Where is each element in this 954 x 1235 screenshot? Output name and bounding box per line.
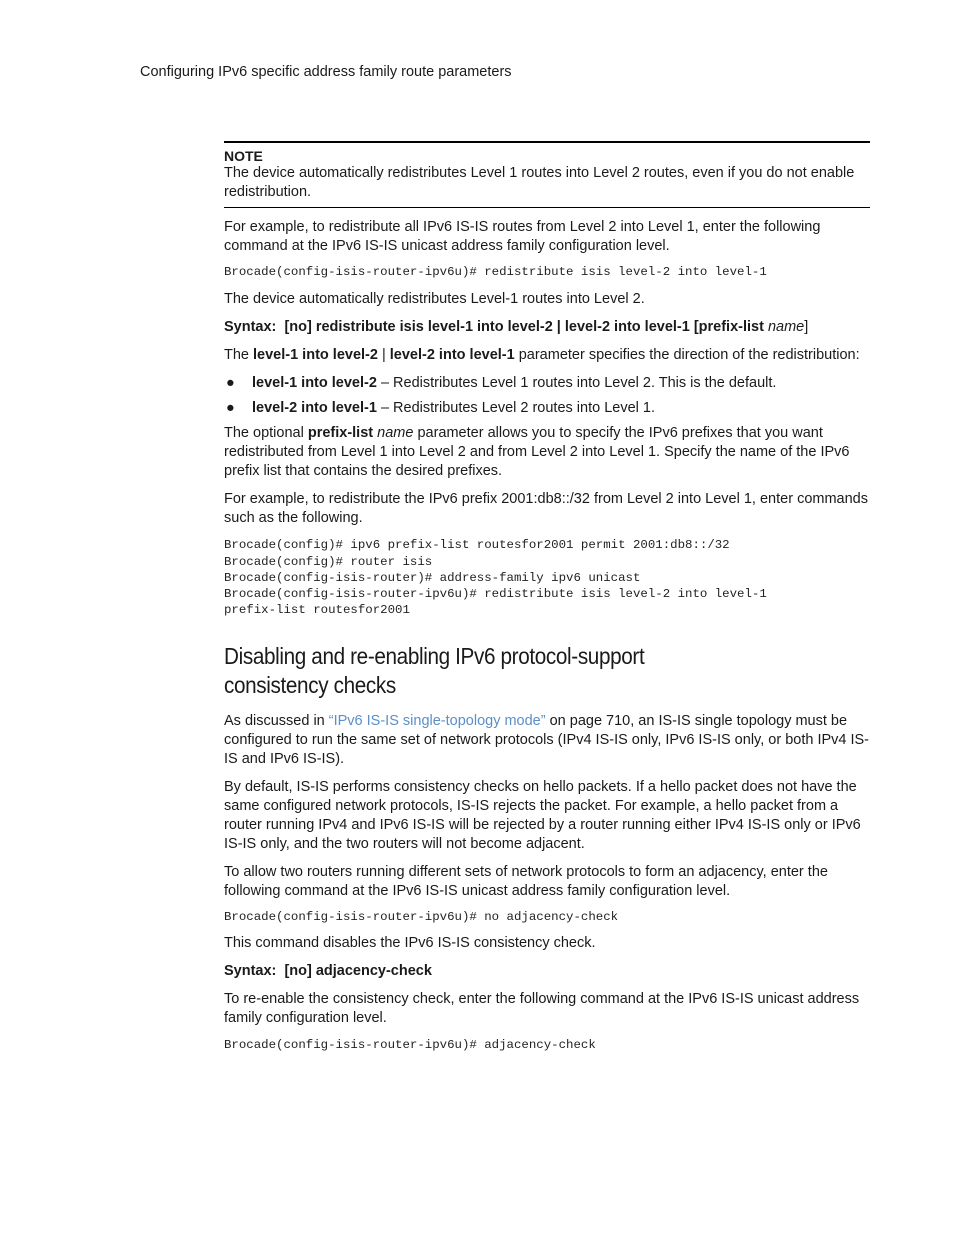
list-item (224, 399, 870, 418)
parameter-term: prefix-list (307, 425, 374, 442)
text-run: The optional (224, 425, 308, 442)
heading-line: Disabling and re-enabling IPv6 protocol-support (224, 642, 645, 669)
parameter-argument: name (377, 425, 414, 442)
bullet-list (224, 374, 870, 418)
code-block: Brocade(config)# ipv6 prefix-list routesfor2001 permit 2001:db8::/32 Brocade(config)# router isis Brocade(config-isis-router)# address-family ipv6 unicast Brocade(config-isis-router-ipv6u)# redistribute isis level-2 into level-1 prefix-list routesfor2001 (224, 538, 767, 618)
text-run: | (377, 347, 390, 364)
heading-line: consistency checks (224, 671, 396, 698)
text-run: parameter allows you to specify the IPv6 prefixes that you want redistributed from Level 1 into Level 2 and from Level 2 into Level 1. Specify the name of the IPv6 prefix list that contains the desired prefixes. (224, 425, 850, 480)
note-text: The device automatically redistributes Level 1 routes into Level 2 routes, even if you do not enable redistribution. (224, 165, 855, 200)
syntax-label: Syntax: (224, 963, 277, 980)
parameter-term: level-2 into level-1 (389, 347, 515, 364)
code-block: Brocade(config-isis-router-ipv6u)# redistribute isis level-2 into level-1 (224, 265, 767, 279)
bullet-term: level-2 into level-1 (252, 400, 377, 417)
text-run: on page 710, an IS-IS single topology must be configured to run the same set of network protocols (IPv4 IS-IS only, IPv6 IS-IS only, or both IPv4 IS-IS and IPv6 IS-IS). (224, 712, 870, 767)
syntax-command: [no] adjacency-check (284, 963, 432, 980)
bullet-desc: – Redistributes Level 2 routes into Level 1. (376, 400, 655, 417)
bullet-icon: ● (226, 400, 235, 417)
cross-reference-link[interactable]: “IPv6 IS-IS single-topology mode” (328, 712, 546, 729)
syntax-label: Syntax: (224, 319, 277, 336)
bullet-desc: – Redistributes Level 1 routes into Level 2. This is the default. (376, 375, 777, 392)
running-header: Configuring IPv6 specific address family route parameters (140, 64, 512, 80)
section-heading (224, 642, 872, 700)
syntax-argument: name (767, 319, 805, 336)
paragraph: For example, to redistribute the IPv6 prefix 2001:db8::/32 from Level 2 into Level 1, enter commands such as the following. (224, 491, 868, 527)
page-content (224, 141, 870, 1053)
paragraph: To allow two routers running different sets of network protocols to form an adjacency, enter the following command at the IPv6 IS-IS unicast address family configuration level. (224, 863, 828, 899)
paragraph: The device automatically redistributes Level-1 routes into Level 2. (224, 291, 645, 308)
syntax-line (224, 318, 870, 337)
paragraph (224, 712, 870, 769)
paragraph: This command disables the IPv6 IS-IS consistency check. (224, 935, 596, 952)
code-block: Brocade(config-isis-router-ipv6u)# no adjacency-check (224, 909, 619, 924)
text-run: parameter specifies the direction of the redistribution: (514, 347, 860, 364)
bullet-icon: ● (226, 375, 235, 392)
syntax-end: ] (804, 319, 809, 336)
paragraph: By default, IS-IS performs consistency checks on hello packets. If a hello packet does not have the same configured network protocols, IS-IS rejects the packet. For example, a hello packet from a router running IPv4 and IPv6 IS-IS will be rejected by a router running either IPv4 IS-IS only or IPv6 IS-IS only, and the two routers will not become adjacent. (224, 778, 861, 852)
parameter-term: level-1 into level-2 (253, 347, 378, 364)
syntax-command: [no] redistribute isis level-1 into level-2 | level-2 into level-1 [prefix-list (284, 319, 764, 336)
bullet-term: level-1 into level-2 (252, 375, 377, 392)
paragraph (224, 424, 870, 481)
syntax-line (224, 962, 870, 981)
text-run: As discussed in (224, 712, 329, 729)
note-box (224, 141, 870, 208)
paragraph (224, 346, 870, 365)
list-item (224, 374, 870, 393)
paragraph: For example, to redistribute all IPv6 IS-IS routes from Level 2 into Level 1, enter the following command at the IPv6 IS-IS unicast address family configuration level. (224, 219, 821, 254)
text-run: The (224, 347, 254, 364)
note-title: NOTE (224, 148, 263, 164)
paragraph: To re-enable the consistency check, enter the following command at the IPv6 IS-IS unicast address family configuration level. (224, 991, 860, 1027)
code-block: Brocade(config-isis-router-ipv6u)# adjacency-check (224, 1038, 596, 1053)
